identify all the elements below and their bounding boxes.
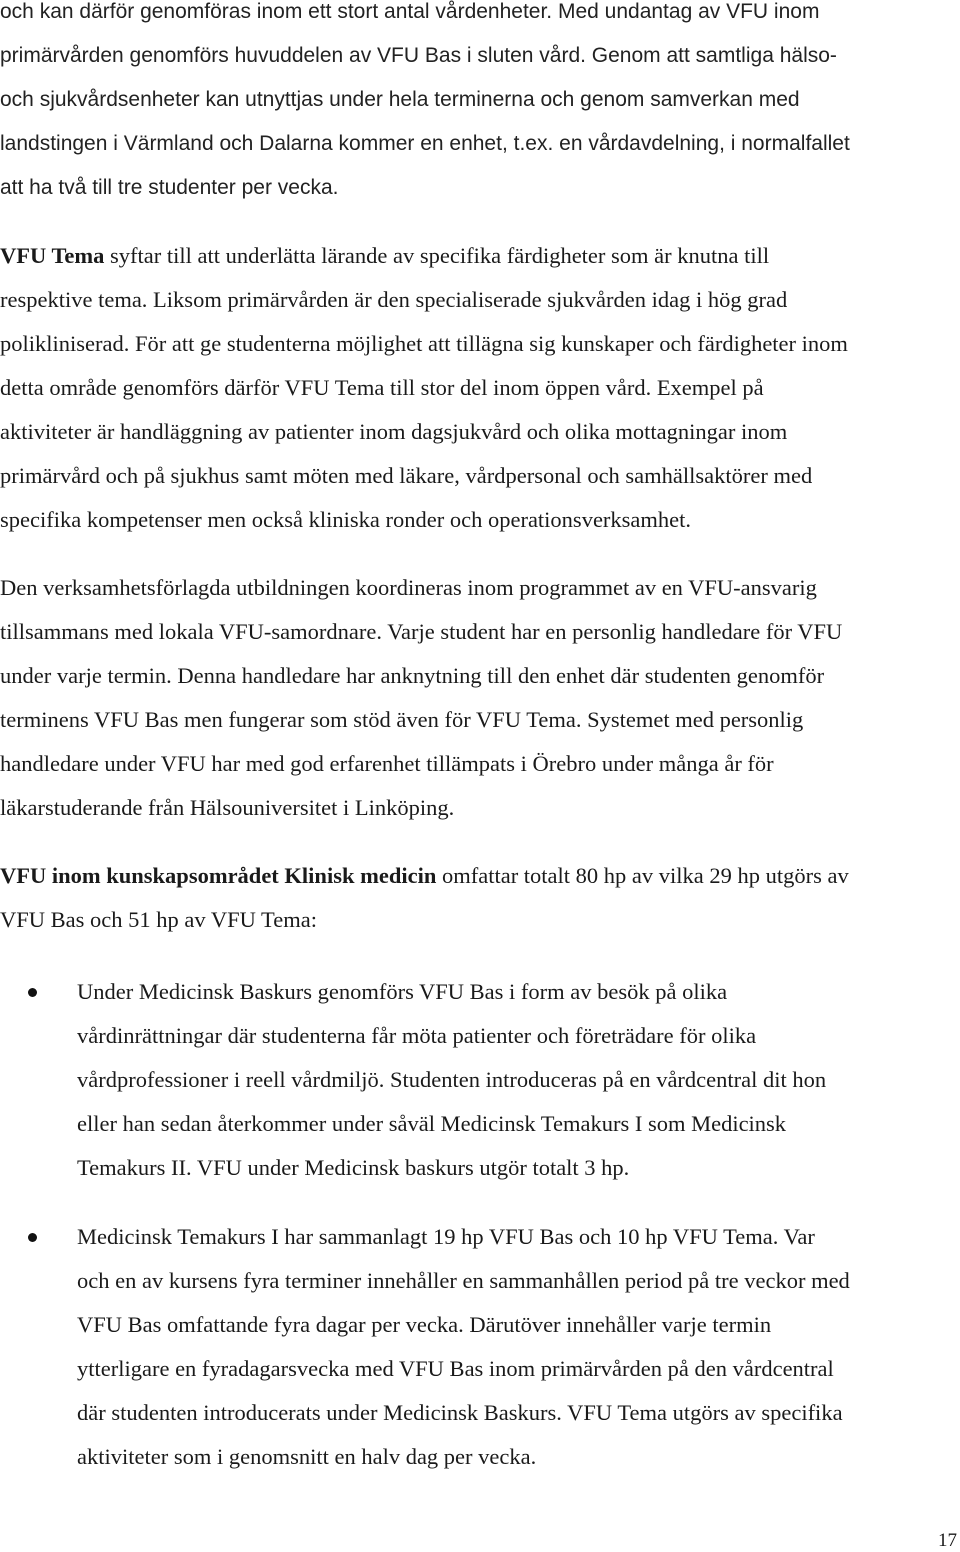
tema-line: respektive tema. Liksom primärvården är den specialiserade sjukvården idag i hög grad (0, 287, 788, 312)
coordination-line: terminens VFU Bas men fungerar som stöd även för VFU Tema. Systemet med personlig (0, 707, 804, 732)
intro-line: primärvården genomförs huvuddelen av VFU Bas i sluten vård. Genom att samtliga hälso- (0, 44, 837, 67)
page-number: 17 (938, 1530, 957, 1551)
klinisk-line: VFU Bas och 51 hp av VFU Tema: (0, 907, 317, 932)
bullet-text (77, 970, 957, 1190)
bullet-line: Medicinsk Temakurs I har sammanlagt 19 hp VFU Bas och 10 hp VFU Tema. Var (77, 1224, 815, 1249)
coordination-paragraph (0, 566, 958, 830)
bullet-line: Temakurs II. VFU under Medicinsk baskurs utgör totalt 3 hp. (77, 1155, 630, 1180)
klinisk-line-rest: omfattar totalt 80 hp av vilka 29 hp utgörs av (436, 863, 849, 888)
bullet-line: där studenten introducerats under Medicinsk Baskurs. VFU Tema utgörs av specifika (77, 1400, 843, 1425)
bullet-line: ytterligare en fyradagarsvecka med VFU Bas inom primärvården på den vårdcentral (77, 1356, 834, 1381)
intro-paragraph (0, 0, 960, 210)
bullet-icon (28, 1233, 37, 1242)
tema-bold-lead: VFU Tema (0, 243, 105, 268)
coordination-line: under varje termin. Denna handledare har anknytning till den enhet där studenten genomför (0, 663, 825, 688)
bullet-line: eller han sedan återkommer under såväl Medicinsk Temakurs I som Medicinsk (77, 1111, 787, 1136)
intro-line: och kan därför genomföras inom ett stort antal vårdenheter. Med undantag av VFU inom (0, 0, 820, 23)
bullet-line: aktiviteter som i genomsnitt en halv dag per vecka. (77, 1444, 537, 1469)
bullet-line: och en av kursens fyra terminer innehåller en sammanhållen period på tre veckor med (77, 1268, 850, 1293)
tema-line-rest: syftar till att underlätta lärande av specifika färdigheter som är knutna till (104, 243, 770, 268)
intro-line: landstingen i Värmland och Dalarna kommer en enhet, t.ex. en vårdavdelning, i normalfallet (0, 132, 850, 155)
bullet-text (77, 1215, 957, 1479)
tema-line: primärvård och på sjukhus samt möten med läkare, vårdpersonal och samhällsaktörer med (0, 463, 813, 488)
intro-line: att ha två till tre studenter per vecka. (0, 176, 339, 199)
tema-line: specifika kompetenser men också kliniska ronder och operationsverksamhet. (0, 507, 692, 532)
tema-line (0, 234, 958, 278)
coordination-line: Den verksamhetsförlagda utbildningen koordineras inom programmet av en VFU-ansvarig (0, 575, 817, 600)
bullet-line: VFU Bas omfattande fyra dagar per vecka. Därutöver innehåller varje termin (77, 1312, 772, 1337)
tema-paragraph (0, 234, 958, 542)
coordination-line: handledare under VFU har med god erfarenhet tillämpats i Örebro under många år för (0, 751, 774, 776)
bullet-line: vårdinrättningar där studenterna får möta patienter och företrädare för olika (77, 1023, 757, 1048)
bullet-line: vårdprofessioner i reell vårdmiljö. Studenten introduceras på en vårdcentral dit hon (77, 1067, 827, 1092)
tema-line: detta område genomförs därför VFU Tema till stor del inom öppen vård. Exempel på (0, 375, 764, 400)
klinisk-bold-lead: VFU inom kunskapsområdet Klinisk medicin (0, 863, 437, 888)
klinisk-paragraph (0, 854, 958, 942)
bullet-line: Under Medicinsk Baskurs genomförs VFU Bas i form av besök på olika (77, 979, 728, 1004)
intro-line: och sjukvårdsenheter kan utnyttjas under hela terminerna och genom samverkan med (0, 88, 800, 111)
coordination-line: läkarstuderande från Hälsouniversitet i Linköping. (0, 795, 455, 820)
klinisk-line (0, 854, 958, 898)
bullet-icon (28, 988, 37, 997)
coordination-line: tillsammans med lokala VFU-samordnare. Varje student har en personlig handledare för VFU (0, 619, 843, 644)
tema-line: aktiviteter är handläggning av patienter inom dagsjukvård och olika mottagningar inom (0, 419, 788, 444)
tema-line: polikliniserad. För att ge studenterna möjlighet att tillägna sig kunskaper och färdigheter inom (0, 331, 848, 356)
